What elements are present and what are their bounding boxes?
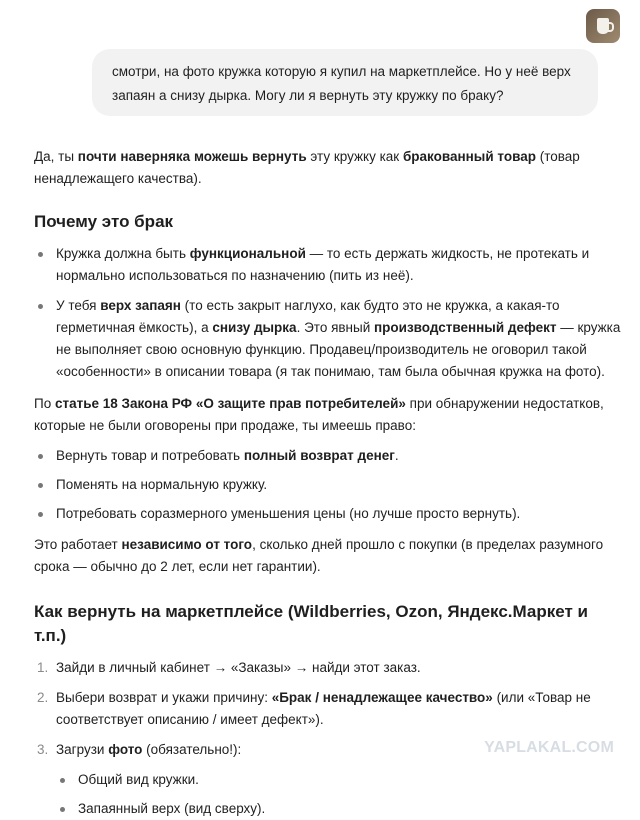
- bold-text: почти наверняка можешь вернуть: [77, 149, 307, 164]
- list-item: [34, 445, 624, 467]
- list-item: Запаянный верх (вид сверху).: [56, 798, 624, 820]
- text: при обнаружении недостатков, которые не были оговорены при продаже, ты имеешь право:: [34, 396, 604, 433]
- bold-text: производственный дефект: [374, 320, 557, 335]
- user-message-bubble: [92, 49, 598, 116]
- watermark: YAPLAKAL.COM: [484, 739, 614, 756]
- text: Поменять на нормальную кружку.: [56, 477, 268, 492]
- bold-text: функциональной: [189, 246, 306, 261]
- text: (или «Товар не соответствует описанию / имеет дефект»).: [56, 690, 591, 727]
- user-avatar: [586, 9, 620, 43]
- list-item: [34, 657, 624, 679]
- law-paragraph: [34, 393, 624, 437]
- text: Вернуть товар и потребовать: [56, 448, 244, 463]
- step-number: 2.: [37, 690, 49, 705]
- text: — кружка не выполняет свою основную функцию. Продавец/производитель не оговорил такой «особенности» в описании товара (я так понимаю, там была обычная кружка на фото).: [56, 320, 621, 379]
- text: Это работает: [34, 537, 122, 552]
- text: Кружка должна быть: [56, 246, 190, 261]
- text: Да, ты: [34, 149, 78, 164]
- bold-text: верх запаян: [100, 298, 181, 313]
- text: У тебя: [56, 298, 101, 313]
- step-number: 1.: [37, 660, 49, 675]
- bold-text: статье 18 Закона РФ «О защите прав потребителей»: [54, 396, 406, 411]
- assistant-answer: [34, 146, 624, 820]
- text: Загрузи: [56, 742, 109, 757]
- text: Выбери возврат и укажи причину:: [56, 690, 272, 705]
- list-item: [34, 243, 624, 287]
- user-message-text: смотри, на фото кружка которую я купил на маркетплейсе. Но у неё верх запаян а снизу дырка. Могу ли я вернуть эту кружку по браку?: [112, 64, 571, 103]
- bold-text: фото: [108, 742, 143, 757]
- text: Потребовать соразмерного уменьшения цены (но лучше просто вернуть).: [56, 506, 521, 521]
- bold-text: независимо от того: [121, 537, 253, 552]
- text: (то есть закрыт наглухо, как будто это не кружка, а какая-то герметичная ёмкость), а: [56, 298, 560, 335]
- text: .: [394, 448, 399, 463]
- text: — то есть держать жидкость, не протекать и нормально использоваться по назначению (пить из неё).: [56, 246, 590, 283]
- rights-list: [34, 445, 624, 525]
- text: , сколько дней прошло с покупки (в пределах разумного срока — обычно до 2 лет, если нет гарантии).: [34, 537, 604, 574]
- works-paragraph: [34, 534, 624, 578]
- defect-reasons-list: [34, 243, 624, 383]
- bold-text: «Брак / ненадлежащее качество»: [271, 690, 493, 705]
- text: эту кружку как: [306, 149, 403, 164]
- list-item: Общий вид кружки.: [56, 769, 624, 791]
- list-item: [34, 503, 624, 525]
- list-item: [34, 474, 624, 496]
- section-heading-how-to-return: Как вернуть на маркетплейсе (Wildberries, Ozon, Яндекс.Маркет и т.п.): [34, 602, 588, 645]
- list-item: [34, 295, 624, 383]
- text: Зайди в личный кабинет → «Заказы» → найди этот заказ.: [56, 660, 421, 675]
- section-heading-why-defect: Почему это брак: [34, 212, 174, 231]
- step-number: 3.: [37, 742, 49, 757]
- intro-paragraph: [34, 146, 624, 190]
- text: (товар ненадлежащего качества).: [34, 149, 580, 186]
- text: По: [34, 396, 55, 411]
- bold-text: полный возврат денег: [243, 448, 395, 463]
- bold-text: бракованный товар: [402, 149, 536, 164]
- text: . Это явный: [296, 320, 375, 335]
- bold-text: снизу дырка: [212, 320, 297, 335]
- photo-list: [56, 769, 624, 820]
- list-item: [34, 687, 624, 731]
- mug-thumbnail-icon: [597, 18, 609, 34]
- text: (обязательно!):: [142, 742, 242, 757]
